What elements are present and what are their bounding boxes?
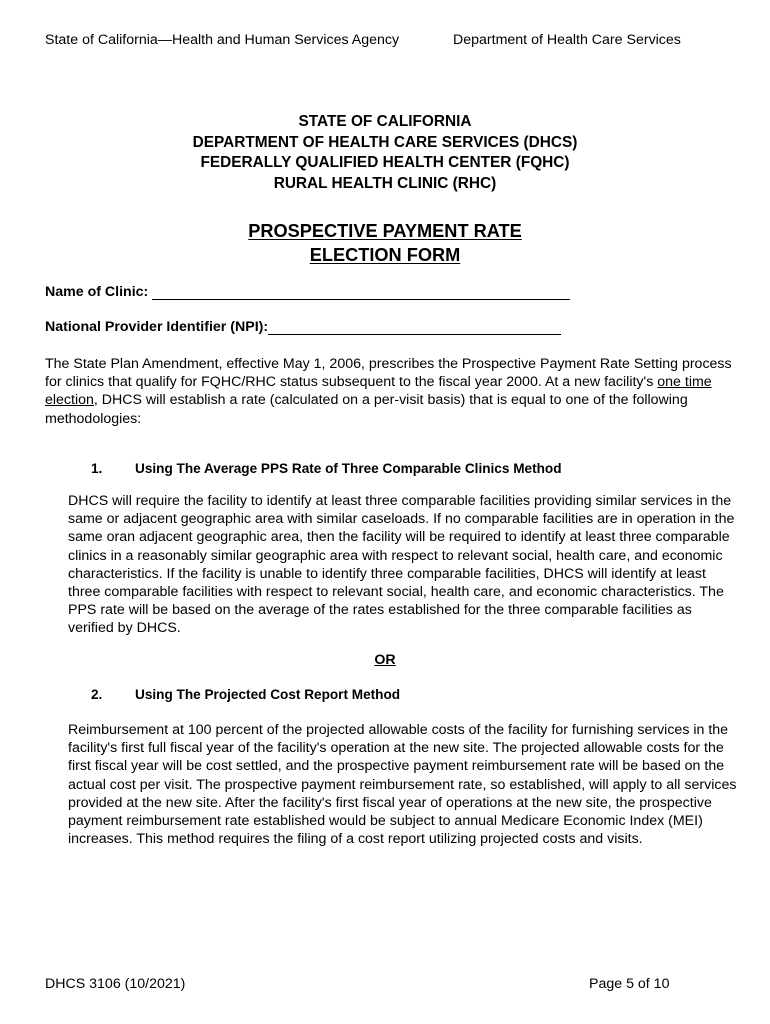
document-title-block <box>0 112 770 194</box>
header-department: Department of Health Care Services <box>453 32 681 48</box>
intro-underlined-text: one time election <box>45 374 712 409</box>
form-title-line-2: ELECTION FORM <box>309 244 461 265</box>
method-2-title: Using The Projected Cost Report Method <box>135 687 401 702</box>
header-agency: State of California—Health and Human Services Agency <box>45 32 400 48</box>
title-line: STATE OF CALIFORNIA <box>298 113 472 130</box>
clinic-name-field <box>45 284 570 300</box>
footer-form-number: DHCS 3106 (10/2021) <box>45 976 186 992</box>
form-title-line-1: PROSPECTIVE PAYMENT RATE <box>248 221 522 241</box>
footer-page-number: Page 5 of 10 <box>589 976 670 992</box>
intro-text-part-1: The State Plan Amendment, effective May 1, 2006, prescribes the Prospective Payment Rate Setting process for clinics that qualify for FQHC/RHC status subsequent to the fiscal year 2000. At a new facility's <box>45 356 732 391</box>
form-title <box>0 220 770 267</box>
title-line: DEPARTMENT OF HEALTH CARE SERVICES (DHCS) <box>192 133 578 151</box>
or-text: OR <box>374 652 396 668</box>
method-1-description: DHCS will require the facility to identify at least three comparable facilities providing similar services in the same or adjacent geographic area with similar caseloads. If no comparable facilities are in operation in the same oran adjacent geographic area, then the facility will be required to identify at least three comparable clinics in a reasonably similar geographic area with respect to relevant social, health care, and economic characteristics. If the facility is unable to identify three comparable facilities, DHCS will identify at least three comparable facilities with respect to relevant social, health care, and economic characteristics. The PPS rate will be based on the average of the rates established for the three comparable facilities as verified by DHCS. <box>68 493 735 637</box>
or-separator <box>0 652 770 668</box>
method-2-number: 2. <box>91 687 103 702</box>
intro-paragraph <box>45 355 735 428</box>
clinic-name-label: Name of Clinic: <box>45 284 149 300</box>
method-2-description: Reimbursement at 100 percent of the projected allowable costs of the facility for furnishing services in the facility's first full fiscal year of the facility's operation at the new site. The projected allowable costs for the first fiscal year will be cost settled, and the prospective payment reimbursement rate will be based on the actual cost per visit. The prospective payment reimbursement rate, so established, will apply to all services provided at the new site. After the facility's first fiscal year of operations at the new site, the prospective payment reimbursement rate established would be subject to annual Medicare Economic Index (MEI) increases. This method requires the filing of a cost report utilizing projected costs and visits. <box>68 722 737 848</box>
npi-label: National Provider Identifier (NPI): <box>45 319 269 335</box>
intro-text-part-2: , DHCS will establish a rate (calculated on a per-visit basis) that is equal to one of the following methodologies: <box>45 392 688 427</box>
method-1-title: Using The Average PPS Rate of Three Comparable Clinics Method <box>135 461 562 476</box>
npi-input[interactable] <box>268 320 561 335</box>
method-2-heading <box>91 687 400 702</box>
title-line: RURAL HEALTH CLINIC (RHC) <box>273 174 497 192</box>
title-line: FEDERALLY QUALIFIED HEALTH CENTER (FQHC) <box>200 154 570 171</box>
method-1-number: 1. <box>91 461 103 476</box>
method-1-heading <box>91 461 562 476</box>
clinic-name-input[interactable] <box>152 285 570 300</box>
npi-field <box>45 319 561 335</box>
